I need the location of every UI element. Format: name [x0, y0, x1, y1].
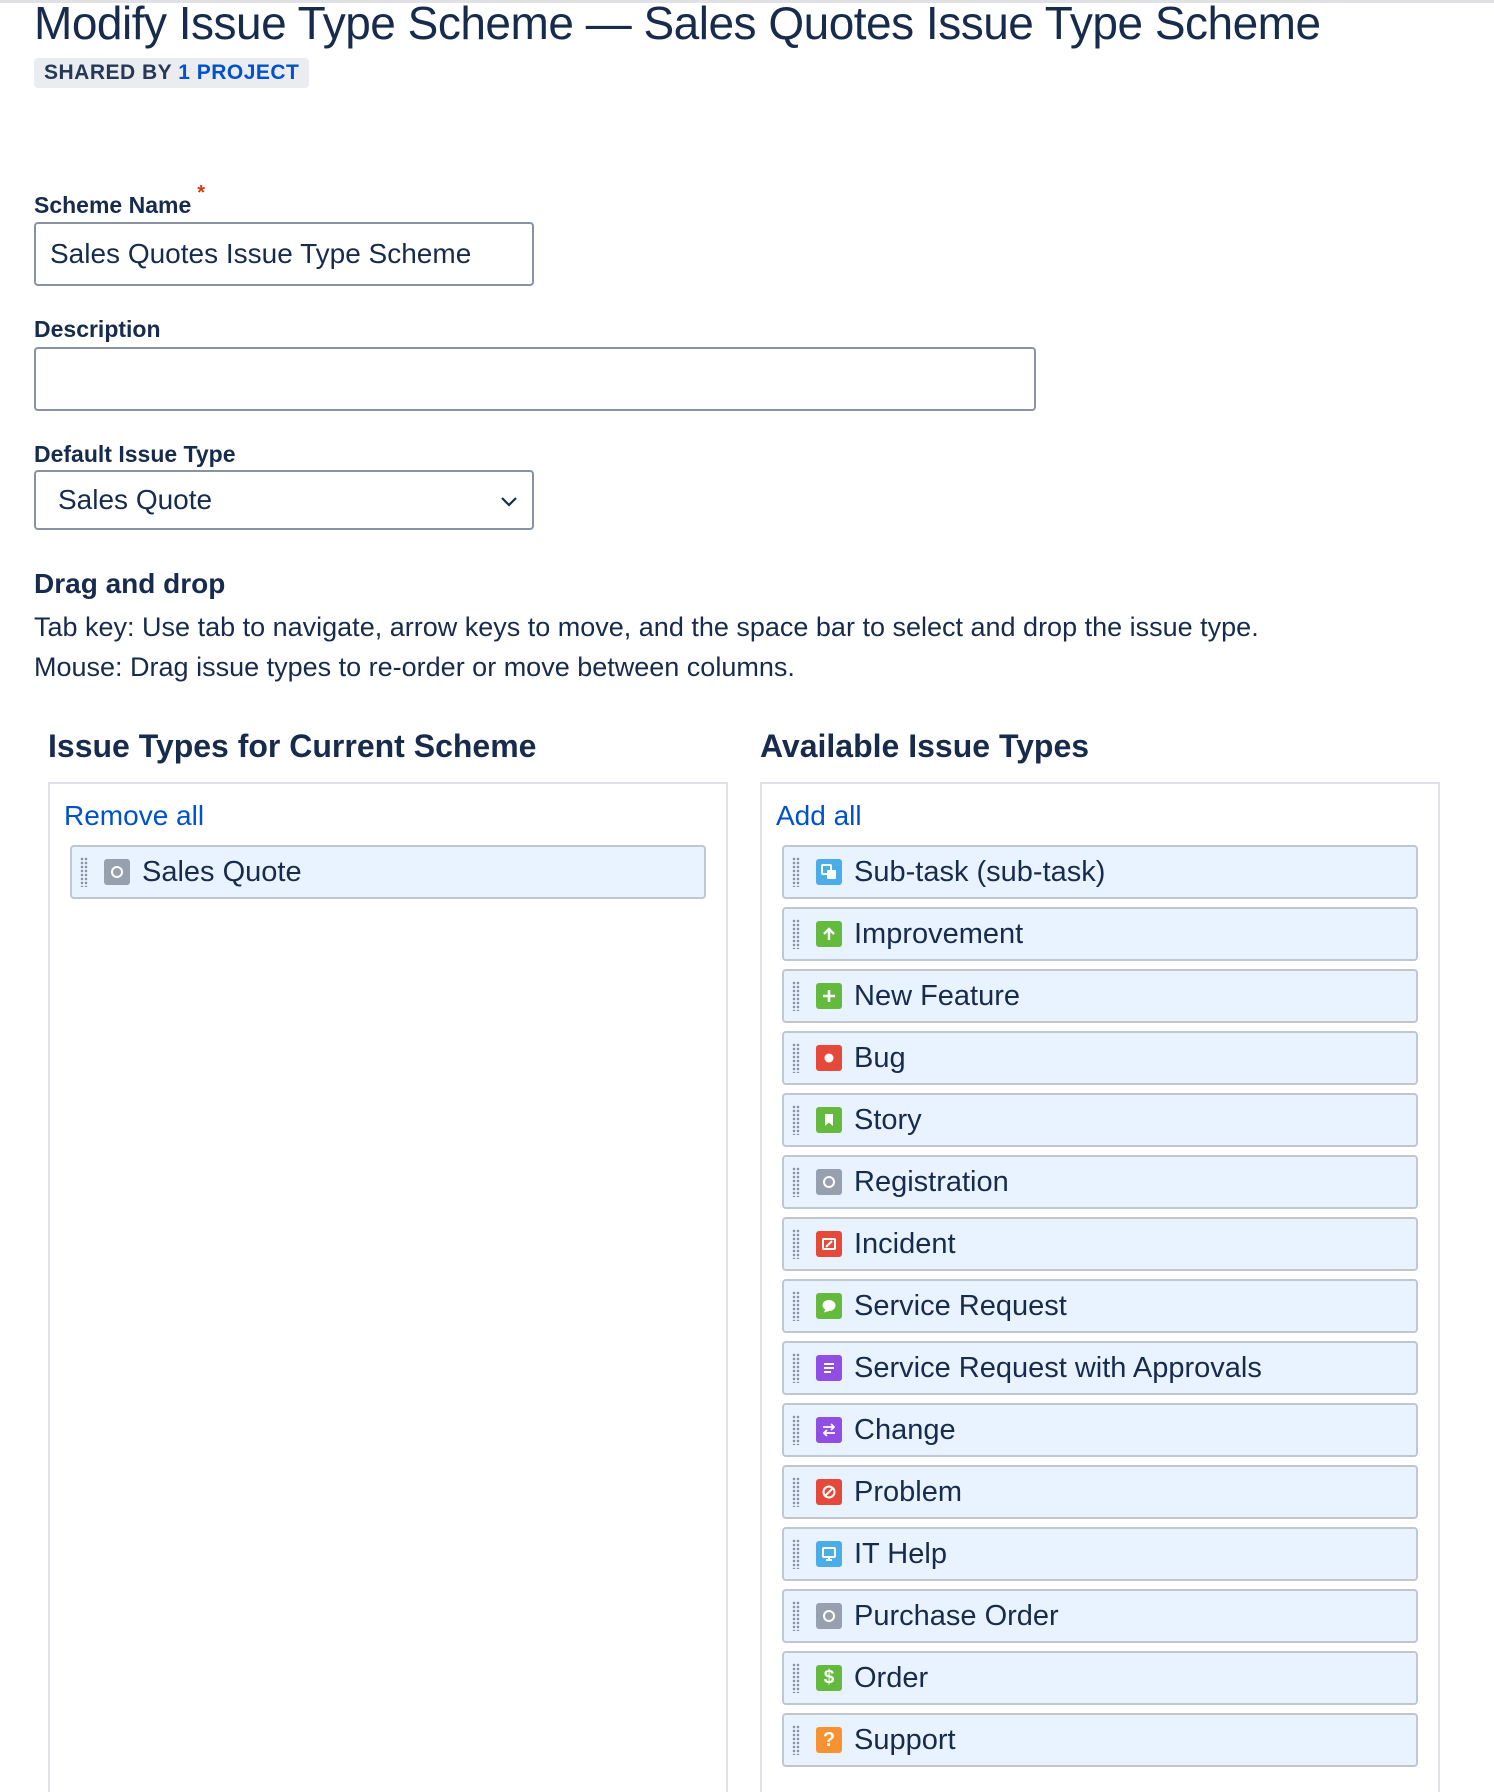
- issue-type-label: Sub-task (sub-task): [854, 855, 1106, 888]
- issue-type-label: Incident: [854, 1227, 956, 1260]
- default-issue-type-select[interactable]: [34, 470, 534, 530]
- plus-icon: [816, 983, 842, 1009]
- drag-handle-icon[interactable]: [792, 981, 800, 1011]
- issue-type-new-feature[interactable]: [782, 969, 1418, 1023]
- issue-type-registration[interactable]: [782, 1155, 1418, 1209]
- question-icon: ?: [816, 1727, 842, 1753]
- drag-handle-icon[interactable]: [792, 1353, 800, 1383]
- issue-type-bug[interactable]: [782, 1031, 1418, 1085]
- circle-icon: [816, 1603, 842, 1629]
- issue-type-sales-quote[interactable]: [70, 845, 706, 899]
- page-title: Modify Issue Type Scheme — Sales Quotes Issue Type Scheme: [34, 0, 1321, 49]
- available-types-title: Available Issue Types: [760, 728, 1090, 764]
- incident-icon: [816, 1231, 842, 1257]
- drag-handle-icon[interactable]: [792, 1415, 800, 1445]
- drag-handle-icon[interactable]: [792, 1601, 800, 1631]
- default-issue-type-label: Default Issue Type: [34, 441, 236, 467]
- remove-all-link[interactable]: Remove all: [64, 800, 205, 831]
- issue-type-label: Order: [854, 1661, 929, 1694]
- default-issue-type-value: Sales Quote: [58, 484, 213, 515]
- issue-type-change[interactable]: [782, 1403, 1418, 1457]
- issue-type-label: New Feature: [854, 979, 1021, 1012]
- issue-type-label: Purchase Order: [854, 1599, 1059, 1632]
- bookmark-icon: [816, 1107, 842, 1133]
- issue-type-label: Service Request with Approvals: [854, 1351, 1262, 1384]
- issue-type-improvement[interactable]: [782, 907, 1418, 961]
- scheme-name-label: [34, 182, 206, 219]
- drag-handle-icon[interactable]: [792, 1477, 800, 1507]
- issue-type-incident[interactable]: [782, 1217, 1418, 1271]
- issue-type-label: Problem: [854, 1475, 962, 1508]
- drag-handle-icon[interactable]: [792, 1539, 800, 1569]
- issue-type-it-help[interactable]: [782, 1527, 1418, 1581]
- issue-type-service-request-with-approvals[interactable]: [782, 1341, 1418, 1395]
- bug-dot-icon: [816, 1045, 842, 1071]
- current-scheme-title: Issue Types for Current Scheme: [48, 728, 537, 764]
- issue-type-label: Change: [854, 1413, 956, 1446]
- issue-type-label: Support: [854, 1723, 956, 1756]
- required-marker: *: [197, 182, 206, 204]
- issue-type-service-request[interactable]: [782, 1279, 1418, 1333]
- description-input[interactable]: [34, 347, 1036, 411]
- no-entry-icon: [816, 1479, 842, 1505]
- issue-type-support[interactable]: [782, 1713, 1418, 1767]
- issue-type-order[interactable]: [782, 1651, 1418, 1705]
- available-types-column[interactable]: [760, 782, 1440, 1792]
- drag-handle-icon[interactable]: [792, 1663, 800, 1693]
- drag-handle-icon[interactable]: [80, 857, 88, 887]
- chat-bubble-icon: [816, 1293, 842, 1319]
- issue-type-label: Sales Quote: [142, 855, 302, 888]
- arrow-up-icon: [816, 921, 842, 947]
- drag-drop-heading: Drag and drop: [34, 568, 226, 599]
- list-icon: [816, 1355, 842, 1381]
- current-scheme-column[interactable]: [48, 782, 728, 1792]
- issue-type-label: Improvement: [854, 917, 1024, 950]
- drag-handle-icon[interactable]: [792, 857, 800, 887]
- drag-handle-icon[interactable]: [792, 1291, 800, 1321]
- shared-by-badge: [34, 58, 309, 88]
- issue-type-label: Service Request: [854, 1289, 1067, 1322]
- description-label: Description: [34, 316, 161, 342]
- chevron-down-icon: [498, 490, 520, 512]
- subtask-icon: [816, 859, 842, 885]
- monitor-icon: [816, 1541, 842, 1567]
- issue-type-label: Story: [854, 1103, 922, 1136]
- swap-arrows-icon: [816, 1417, 842, 1443]
- drag-handle-icon[interactable]: [792, 1167, 800, 1197]
- drag-handle-icon[interactable]: [792, 1105, 800, 1135]
- issue-type-sub-task-sub-task[interactable]: [782, 845, 1418, 899]
- issue-type-label: Bug: [854, 1041, 906, 1074]
- issue-type-problem[interactable]: [782, 1465, 1418, 1519]
- dollar-icon: $: [816, 1665, 842, 1691]
- issue-type-label: Registration: [854, 1165, 1009, 1198]
- issue-type-label: IT Help: [854, 1537, 947, 1570]
- issue-type-purchase-order[interactable]: [782, 1589, 1418, 1643]
- drag-drop-keyboard-help: Tab key: Use tab to navigate, arrow keys to move, and the space bar to select and drop the issue type.: [34, 612, 1259, 642]
- circle-icon: [816, 1169, 842, 1195]
- issue-type-story[interactable]: [782, 1093, 1418, 1147]
- add-all-link[interactable]: Add all: [776, 800, 862, 831]
- drag-drop-mouse-help: Mouse: Drag issue types to re-order or move between columns.: [34, 652, 795, 682]
- drag-handle-icon[interactable]: [792, 1229, 800, 1259]
- drag-handle-icon[interactable]: [792, 1725, 800, 1755]
- circle-icon: [104, 859, 130, 885]
- shared-by-text: SHARED BY: [44, 61, 173, 84]
- drag-handle-icon[interactable]: [792, 919, 800, 949]
- drag-handle-icon[interactable]: [792, 1043, 800, 1073]
- scheme-name-input[interactable]: [34, 222, 534, 286]
- scheme-name-label-text: Scheme Name: [34, 192, 192, 218]
- shared-projects-link[interactable]: 1 PROJECT: [178, 61, 300, 84]
